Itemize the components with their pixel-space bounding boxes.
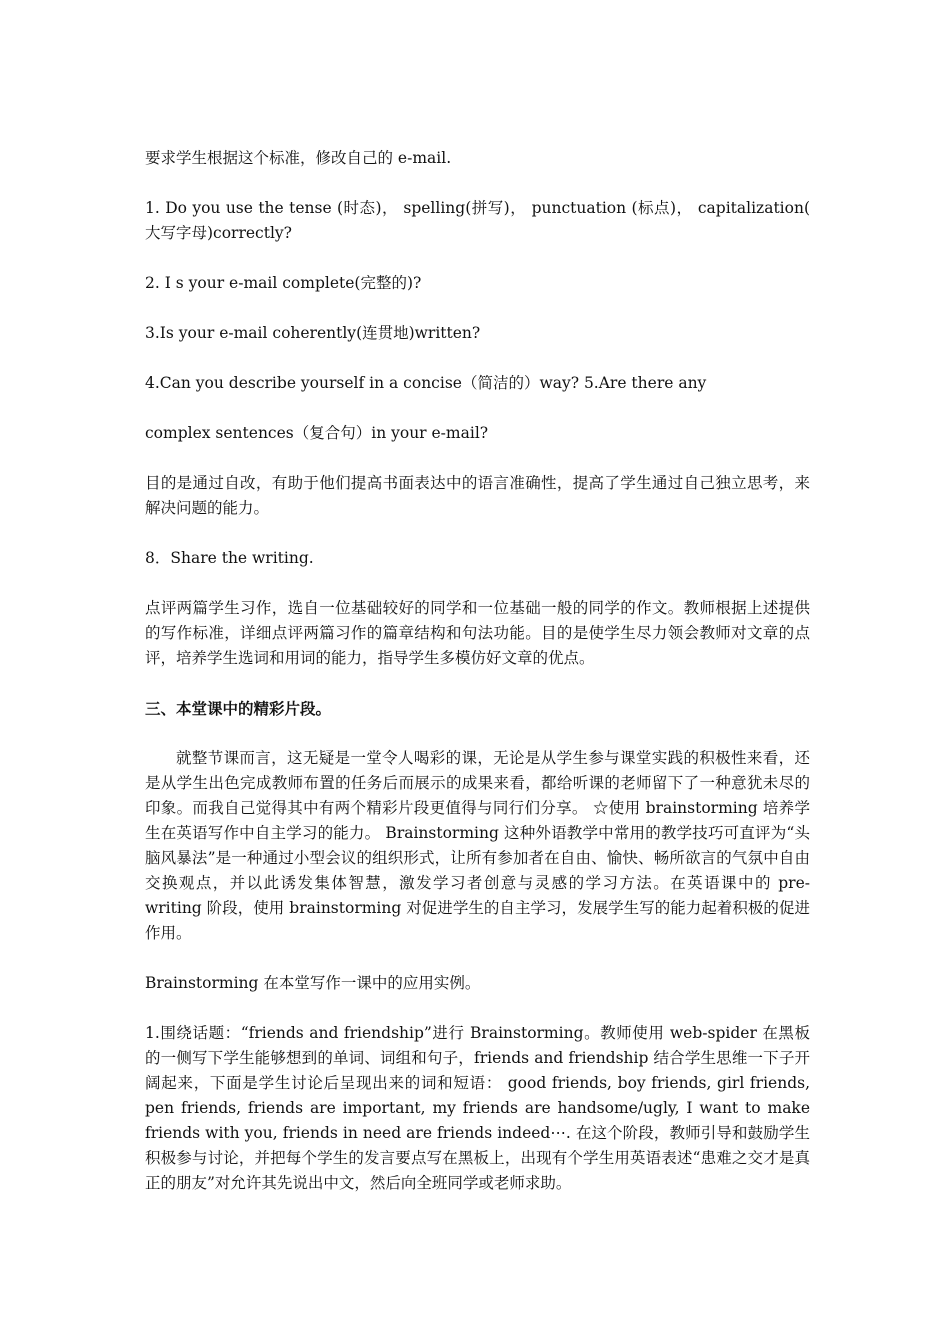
criterion-3: 3.Is your e-mail coherently(连贯地)written? [145,324,481,342]
criterion-1: 1. Do you use the tense (时态)， spelling(拼写)， punctuation (标点)， capitalization( 大写字母)correctly? [145,199,810,242]
paragraph-example-1: 1.围绕话题：“friends and friendship”进行 Brainstorming。教师使用 web-spider 在黑板的一侧写下学生能够想到的单词、词组和句子，friends and friendship 结合学生思维一下子开阔起来，下面是学生讨论后呈现出来的词和短语： good friends, boy friends, girl friends, pen friends, friends are important, my friends are handsome/ugly, I want to make friends with you, friends in need are friends indeed⋯. 在这个阶段，教师引导和鼓励学生积极参与讨论，并把每个学生的发言要点写在黑板上，出现有个学生用英语表述“患难之交才是真正的朋友”对允许其先说出中文，然后向全班同学或老师求助。 [145,1024,810,1192]
paragraph-highlights: 就整节课而言，这无疑是一堂令人喝彩的课，无论是从学生参与课堂实践的积极性来看，还是从学生出色完成教师布置的任务后而展示的成果来看，都给听课的老师留下了一种意犹未尽的印象。而我自己觉得其中有两个精彩片段更值得与同行们分享。 ☆使用 brainstorming 培养学生在英语写作中自主学习的能力。 Brainstorming 这种外语教学中常用的教学技巧可直评为“头脑风暴法”是一种通过小型会议的组织形式，让所有参加者在自由、愉快、畅所欲言的气氛中自由交换观点，并以此诱发集体智慧，激发学习者创意与灵感的学习方法。在英语课中的 pre-writing 阶段，使用 brainstorming 对促进学生的自主学习，发展学生写的能力起着积极的促进作用。 [145,749,810,942]
paragraph-revise-email: 要求学生根据这个标准，修改自己的 e-mail. [145,149,452,167]
paragraph-review: 点评两篇学生习作，选自一位基础较好的同学和一位基础一般的同学的作文。教师根据上述提供的写作标准，详细点评两篇习作的篇章结构和句法功能。目的是使学生尽力领会教师对文章的点评，培养学生选词和用词的能力，指导学生多模仿好文章的优点。 [145,599,810,667]
criterion-2: 2. I s your e-mail complete(完整的)? [145,274,422,292]
step-share-writing: 8．Share the writing. [145,549,314,567]
paragraph-purpose: 目的是通过自改，有助于他们提高书面表达中的语言准确性，提高了学生通过自己独立思考，来解决问题的能力。 [145,474,810,517]
paragraph-example-title: Brainstorming 在本堂写作一课中的应用实例。 [145,974,481,992]
criterion-5-cont: complex sentences（复合句）in your e-mail? [145,424,489,442]
section-heading: 三、本堂课中的精彩片段。 [145,699,332,718]
document-body [145,146,810,1221]
criterion-4-5: 4.Can you describe yourself in a concise（简洁的）way? 5.Are there any [145,374,707,392]
